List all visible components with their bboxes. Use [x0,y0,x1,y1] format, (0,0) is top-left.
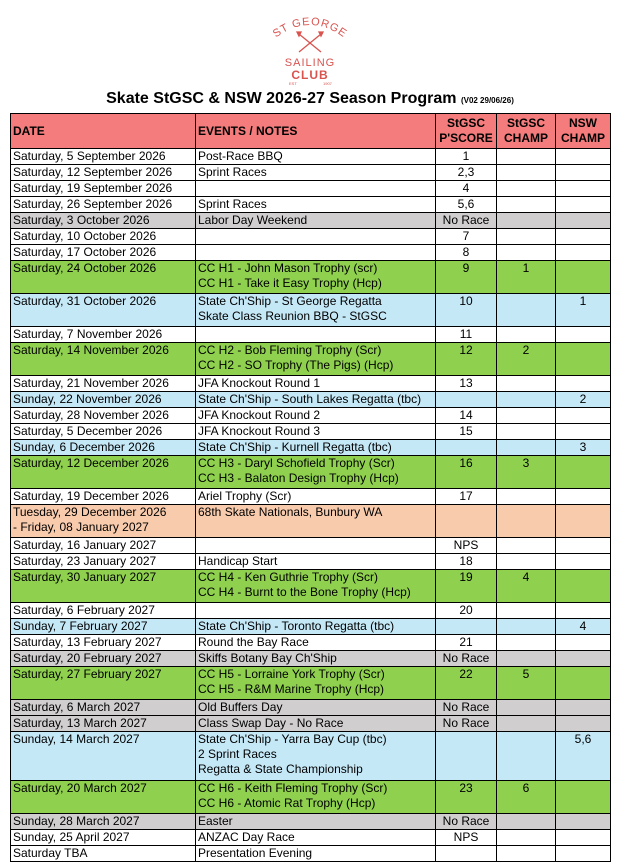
nsw-champ-cell [556,149,611,165]
event-cell-line: Labor Day Weekend [198,213,308,227]
stgsc-champ-cell [497,165,556,181]
date-cell [11,213,196,229]
nsw-champ-cell [556,343,611,376]
event-cell-line: CC H2 - SO Trophy (The Pigs) (Hcp) [198,358,394,372]
event-cell [196,456,436,489]
nsw-champ-cell [556,635,611,651]
event-cell [196,700,436,716]
stgsc-champ-cell [497,554,556,570]
stgsc-champ-cell [497,245,556,261]
table-row [11,149,611,165]
pscore-cell: 14 [436,408,497,424]
stgsc-champ-cell [497,440,556,456]
pscore-cell: No Race [436,213,497,229]
table-row [11,165,611,181]
table-row [11,846,611,862]
date-cell [11,229,196,245]
stgsc-champ-cell [497,700,556,716]
table-row [11,570,611,603]
event-cell-line: CC H3 - Balaton Design Trophy (Hcp) [198,471,399,485]
date-cell-line: - Friday, 08 January 2027 [13,520,149,534]
table-row [11,181,611,197]
date-cell [11,261,196,294]
pscore-cell: 21 [436,635,497,651]
event-cell-line: JFA Knockout Round 2 [198,408,321,422]
event-cell [196,814,436,830]
pscore-cell [436,619,497,635]
event-cell [196,603,436,619]
stgsc-champ-cell [497,229,556,245]
pscore-cell: 16 [436,456,497,489]
event-cell-line: Class Swap Day - No Race [198,716,344,730]
logo-arc-text: ST GEORGE [270,15,350,41]
stgsc-champ-cell: 2 [497,343,556,376]
event-cell-line: 68th Skate Nationals, Bunbury WA [198,505,383,519]
date-cell [11,716,196,732]
pscore-cell: 18 [436,554,497,570]
date-cell-line: Saturday, 5 September 2026 [13,149,166,163]
stgsc-champ-cell [497,408,556,424]
date-cell-line: Saturday, 6 March 2027 [13,700,141,714]
event-cell-line: CC H4 - Burnt to the Bone Trophy (Hcp) [198,585,411,599]
stgsc-champ-cell [497,846,556,862]
pscore-cell: 7 [436,229,497,245]
date-cell-line: Saturday, 12 December 2026 [13,456,169,470]
date-cell [11,376,196,392]
nsw-champ-cell [556,781,611,814]
event-cell [196,392,436,408]
date-cell [11,554,196,570]
event-cell [196,408,436,424]
nsw-champ-cell [556,261,611,294]
version-text: (V02 29/06/26) [460,96,514,105]
date-cell-line: Saturday, 19 December 2026 [13,489,169,503]
event-cell [196,294,436,327]
page-title [0,90,620,108]
stgsc-champ-cell [497,538,556,554]
date-cell [11,165,196,181]
event-cell [196,149,436,165]
event-cell [196,554,436,570]
event-cell [196,229,436,245]
event-cell [196,830,436,846]
stgsc-champ-cell [497,732,556,781]
date-cell-line: Saturday, 28 November 2026 [13,408,169,422]
event-cell-line: Skate Class Reunion BBQ - StGSC [198,309,387,323]
nsw-champ-cell [556,408,611,424]
stgsc-champ-cell [497,213,556,229]
logo-club-text: CLUB [291,68,329,82]
event-cell-line: Ariel Trophy (Scr) [198,489,292,503]
stgsc-champ-cell [497,716,556,732]
pscore-cell: No Race [436,651,497,667]
pscore-cell: 17 [436,489,497,505]
date-cell [11,456,196,489]
stgsc-champ-cell: 6 [497,781,556,814]
date-cell-line: Saturday, 30 January 2027 [13,570,157,584]
event-cell [196,327,436,343]
table-row [11,343,611,376]
table-body [11,149,611,862]
pscore-cell: 20 [436,603,497,619]
date-cell-line: Sunday, 22 November 2026 [13,392,162,406]
table-row [11,213,611,229]
event-cell-line: Sprint Races [198,165,267,179]
date-cell-line: Saturday, 7 November 2026 [13,327,163,341]
event-cell-line: State Ch'Ship - Yarra Bay Cup (tbc) [198,732,387,746]
date-cell [11,570,196,603]
table-row [11,261,611,294]
event-cell-line: 2 Sprint Races [198,747,277,761]
date-cell [11,846,196,862]
pscore-cell: 19 [436,570,497,603]
event-cell-line: Regatta & State Championship [198,762,363,776]
stgsc-champ-cell [497,376,556,392]
event-cell-line: CC H1 - John Mason Trophy (scr) [198,261,378,275]
event-cell [196,619,436,635]
date-cell [11,392,196,408]
pscore-cell: 11 [436,327,497,343]
event-cell-line: Handicap Start [198,554,278,568]
pscore-cell [436,440,497,456]
event-cell-line: Skiffs Botany Bay Ch'Ship [198,651,337,665]
event-cell [196,197,436,213]
date-cell-line: Saturday, 16 January 2027 [13,538,157,552]
pscore-cell: 9 [436,261,497,294]
event-cell-line: CC H5 - Lorraine York Trophy (Scr) [198,667,385,681]
event-cell-line: CC H5 - R&M Marine Trophy (Hcp) [198,682,385,696]
table-row [11,440,611,456]
date-cell [11,651,196,667]
date-cell-line: Tuesday, 29 December 2026 [13,505,167,519]
date-cell [11,830,196,846]
stgsc-champ-cell: 4 [497,570,556,603]
header-nsw-champ: NSW CHAMP [556,114,611,149]
table-row [11,603,611,619]
date-cell-line: Saturday, 23 January 2027 [13,554,157,568]
nsw-champ-cell [556,213,611,229]
date-cell-line: Saturday, 12 September 2026 [13,165,173,179]
event-cell-line: Post-Race BBQ [198,149,283,163]
table-row [11,294,611,327]
table-row [11,830,611,846]
event-cell [196,245,436,261]
stgsc-champ-cell [497,619,556,635]
table-header-row [11,114,611,149]
event-cell-line: ANZAC Day Race [198,830,295,844]
stgsc-champ-cell: 5 [497,667,556,700]
event-cell-line: CC H3 - Daryl Schofield Trophy (Scr) [198,456,395,470]
event-cell-line: JFA Knockout Round 3 [198,424,321,438]
event-cell-line: CC H6 - Atomic Rat Trophy (Hcp) [198,796,376,810]
stgsc-champ-cell [497,197,556,213]
stgsc-champ-cell [497,181,556,197]
pscore-cell: NPS [436,830,497,846]
pscore-cell [436,505,497,538]
nsw-champ-cell [556,603,611,619]
header-stgsc-champ: StGSC CHAMP [497,114,556,149]
table-row [11,538,611,554]
nsw-champ-cell: 1 [556,294,611,327]
svg-text:ST GEORGE [271,16,349,40]
nsw-champ-cell [556,846,611,862]
date-cell [11,343,196,376]
date-cell-line: Saturday, 20 March 2027 [13,781,147,795]
date-cell [11,294,196,327]
table-row [11,667,611,700]
date-cell-line: Sunday, 28 March 2027 [13,814,140,828]
event-cell [196,440,436,456]
event-cell-line: State Ch'Ship - Kurnell Regatta (tbc) [198,440,392,454]
nsw-champ-cell: 3 [556,440,611,456]
event-cell-line: State Ch'Ship - St George Regatta [198,294,382,308]
stgsc-champ-cell [497,505,556,538]
date-cell [11,667,196,700]
pscore-cell: 12 [436,343,497,376]
event-cell-line: CC H6 - Keith Fleming Trophy (Scr) [198,781,388,795]
date-cell [11,603,196,619]
pscore-cell: NPS [436,538,497,554]
date-cell [11,489,196,505]
nsw-champ-cell [556,181,611,197]
pscore-cell: 13 [436,376,497,392]
date-cell [11,814,196,830]
nsw-champ-cell [556,489,611,505]
event-cell-line: Presentation Evening [198,846,313,860]
pscore-cell: 15 [436,424,497,440]
pscore-cell [436,846,497,862]
date-cell [11,538,196,554]
nsw-champ-cell [556,830,611,846]
club-logo-graphic [263,6,357,86]
pscore-cell: No Race [436,700,497,716]
nsw-champ-cell [556,814,611,830]
event-cell [196,343,436,376]
event-cell [196,376,436,392]
nsw-champ-cell [556,651,611,667]
table-row [11,814,611,830]
event-cell [196,846,436,862]
event-cell-line: Easter [198,814,233,828]
pscore-cell: 22 [436,667,497,700]
stgsc-champ-cell [497,603,556,619]
table-row [11,392,611,408]
event-cell [196,651,436,667]
table-row [11,197,611,213]
date-cell-line: Saturday, 17 October 2026 [13,245,157,259]
table-row [11,732,611,781]
logo-year-text: 1907 [323,81,332,86]
pscore-cell: 23 [436,781,497,814]
event-cell [196,165,436,181]
nsw-champ-cell [556,424,611,440]
event-cell [196,667,436,700]
stgsc-champ-cell [497,392,556,408]
date-cell-line: Saturday, 20 February 2027 [13,651,162,665]
stgsc-champ-cell [497,635,556,651]
date-cell-line: Saturday, 3 October 2026 [13,213,150,227]
table-row [11,505,611,538]
nsw-champ-cell [556,700,611,716]
header-date: DATE [11,114,196,149]
table-row [11,327,611,343]
date-cell-line: Saturday, 21 November 2026 [13,376,169,390]
date-cell-line: Saturday, 5 December 2026 [13,424,163,438]
header-pscore: StGSC P'SCORE [436,114,497,149]
date-cell-line: Sunday, 6 December 2026 [13,440,155,454]
pscore-cell: 4 [436,181,497,197]
event-cell-line: CC H1 - Take it Easy Trophy (Hcp) [198,276,382,290]
event-cell-line: State Ch'Ship - South Lakes Regatta (tbc) [198,392,422,406]
table-row [11,716,611,732]
nsw-champ-cell [556,505,611,538]
date-cell [11,732,196,781]
event-cell [196,781,436,814]
table-row [11,635,611,651]
event-cell [196,732,436,781]
event-cell-line: JFA Knockout Round 1 [198,376,321,390]
pscore-cell [436,392,497,408]
date-cell-line: Saturday, 19 September 2026 [13,181,173,195]
date-cell [11,505,196,538]
nsw-champ-cell [556,570,611,603]
event-cell [196,489,436,505]
nsw-champ-cell [556,229,611,245]
date-cell [11,781,196,814]
stgsc-champ-cell [497,830,556,846]
pscore-cell: 8 [436,245,497,261]
stgsc-champ-cell [497,424,556,440]
date-cell [11,635,196,651]
nsw-champ-cell: 5,6 [556,732,611,781]
date-cell-line: Saturday, 6 February 2027 [13,603,155,617]
nsw-champ-cell [556,376,611,392]
date-cell [11,440,196,456]
table-row [11,651,611,667]
date-cell [11,181,196,197]
nsw-champ-cell [556,456,611,489]
date-cell [11,408,196,424]
date-cell [11,424,196,440]
table-row [11,619,611,635]
event-cell-line: CC H2 - Bob Fleming Trophy (Scr) [198,343,382,357]
logo-sailing-text: SAILING [284,57,336,69]
event-cell [196,716,436,732]
title-text: Skate StGSC & NSW 2026-27 Season Program [106,90,457,107]
date-cell [11,197,196,213]
nsw-champ-cell [556,197,611,213]
nsw-champ-cell [556,165,611,181]
nsw-champ-cell [556,716,611,732]
club-logo [0,0,620,86]
date-cell-line: Saturday, 14 November 2026 [13,343,169,357]
table-row [11,245,611,261]
event-cell [196,181,436,197]
date-cell-line: Sunday, 14 March 2027 [13,732,140,746]
stgsc-champ-cell [497,294,556,327]
date-cell-line: Saturday, 10 October 2026 [13,229,157,243]
table-row [11,424,611,440]
nsw-champ-cell [556,245,611,261]
stgsc-champ-cell [497,327,556,343]
date-cell-line: Sunday, 25 April 2027 [13,830,130,844]
crossed-oars-icon [297,32,323,52]
nsw-champ-cell [556,538,611,554]
date-cell-line: Saturday, 26 September 2026 [13,197,173,211]
date-cell-line: Saturday, 31 October 2026 [13,294,157,308]
event-cell [196,570,436,603]
date-cell [11,149,196,165]
pscore-cell: 2,3 [436,165,497,181]
event-cell-line: Sprint Races [198,197,267,211]
date-cell [11,700,196,716]
table-row [11,781,611,814]
nsw-champ-cell: 4 [556,619,611,635]
season-program-table [10,113,611,862]
table-row [11,408,611,424]
date-cell-line: Sunday, 7 February 2027 [13,619,148,633]
stgsc-champ-cell: 3 [497,456,556,489]
table-row [11,456,611,489]
date-cell-line: Saturday, 13 February 2027 [13,635,162,649]
nsw-champ-cell [556,554,611,570]
pscore-cell: No Race [436,814,497,830]
event-cell [196,261,436,294]
table-row [11,489,611,505]
event-cell [196,505,436,538]
stgsc-champ-cell [497,489,556,505]
nsw-champ-cell [556,327,611,343]
event-cell-line: Round the Bay Race [198,635,309,649]
stgsc-champ-cell [497,651,556,667]
table-row [11,229,611,245]
nsw-champ-cell [556,667,611,700]
event-cell-line: CC H4 - Ken Guthrie Trophy (Scr) [198,570,379,584]
pscore-cell: 10 [436,294,497,327]
table-row [11,376,611,392]
event-cell [196,424,436,440]
table-row [11,700,611,716]
event-cell [196,635,436,651]
date-cell [11,245,196,261]
pscore-cell: 1 [436,149,497,165]
stgsc-champ-cell [497,814,556,830]
event-cell [196,213,436,229]
header-events: EVENTS / NOTES [196,114,436,149]
date-cell [11,619,196,635]
date-cell-line: Saturday, 27 February 2027 [13,667,162,681]
event-cell [196,538,436,554]
pscore-cell: No Race [436,716,497,732]
date-cell [11,327,196,343]
pscore-cell [436,732,497,781]
table-row [11,554,611,570]
nsw-champ-cell: 2 [556,392,611,408]
date-cell-line: Saturday, 13 March 2027 [13,716,147,730]
event-cell-line: Old Buffers Day [198,700,283,714]
event-cell-line: State Ch'Ship - Toronto Regatta (tbc) [198,619,395,633]
date-cell-line: Saturday, 24 October 2026 [13,261,157,275]
stgsc-champ-cell: 1 [497,261,556,294]
logo-est-text: EST [289,81,297,86]
date-cell-line: Saturday TBA [13,846,88,860]
pscore-cell: 5,6 [436,197,497,213]
stgsc-champ-cell [497,149,556,165]
